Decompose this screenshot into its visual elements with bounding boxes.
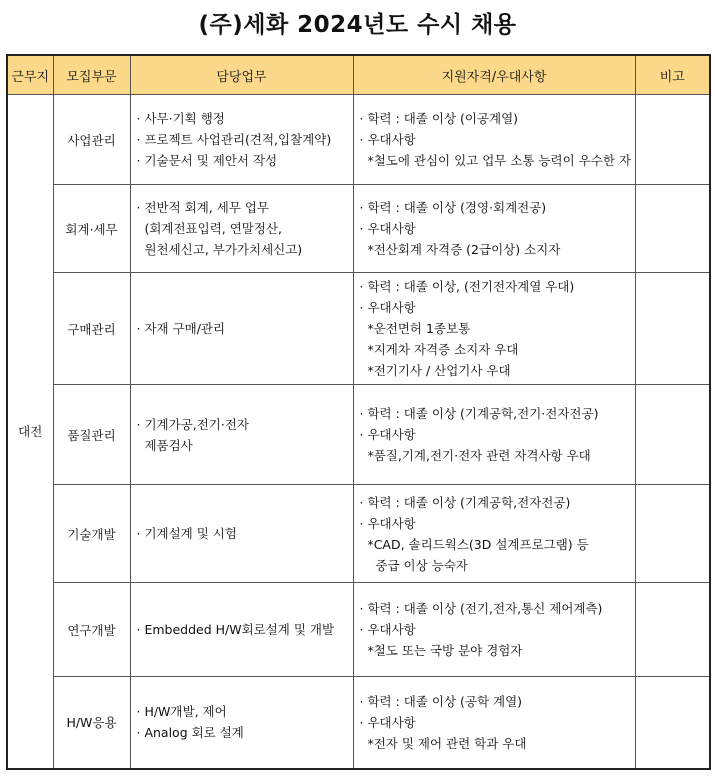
table-body <box>7 95 710 769</box>
qual-line: · 학력 : 대졸 이상 (기계공학,전기·전자전공) <box>359 406 599 421</box>
note-cell <box>635 95 710 185</box>
qual-line: · 우대사항 <box>359 515 416 531</box>
duty-cell <box>130 385 353 485</box>
qual-line: *운전면허 1종보통 <box>359 321 471 336</box>
duty-line: · Embedded H/W회로설계 및 개발 <box>136 622 335 637</box>
qual-cell <box>353 95 635 185</box>
qual-line: · 학력 : 대졸 이상 (전기,전자,통신 제어계측) <box>359 601 603 616</box>
qual-line: · 우대사항 <box>359 622 416 637</box>
header-dept: 모집부문 <box>53 55 130 95</box>
table-row <box>7 385 710 485</box>
dept-cell: H/W응용 <box>53 677 130 769</box>
table-row <box>7 185 710 273</box>
duty-cell <box>130 185 353 273</box>
header-qual: 지원자격/우대사항 <box>353 55 635 95</box>
qual-line: · 우대사항 <box>359 714 416 730</box>
duty-line: · Analog 회로 설계 <box>136 725 244 741</box>
qual-cell <box>353 185 635 273</box>
table-row <box>7 273 710 385</box>
location-cell: 대전 <box>7 95 53 769</box>
qual-line: · 학력 : 대졸 이상 (이공계열) <box>359 111 519 126</box>
note-cell <box>635 185 710 273</box>
duty-cell <box>130 485 353 583</box>
qual-line: *지게차 자격증 소지자 우대 <box>359 342 519 357</box>
qual-line: 중급 이상 능숙자 <box>359 557 468 573</box>
recruitment-table <box>6 54 711 770</box>
qual-line: *전산회계 자격증 (2급이상) 소지자 <box>359 242 561 257</box>
qual-line: *철도 또는 국방 분야 경험자 <box>359 643 523 658</box>
header-location: 근무지 <box>7 55 53 95</box>
table-row <box>7 95 710 185</box>
qual-line: · 학력 : 대졸 이상 (경영·회계전공) <box>359 200 547 215</box>
duty-cell <box>130 273 353 385</box>
dept-cell: 품질관리 <box>53 385 130 485</box>
note-cell <box>635 273 710 385</box>
table-row <box>7 485 710 583</box>
qual-line: *품질,기계,전기·전자 관련 자격사항 우대 <box>359 448 591 463</box>
header-duty: 담당업무 <box>130 55 353 95</box>
qual-cell <box>353 583 635 677</box>
qual-line: · 우대사항 <box>359 221 416 236</box>
qual-line: *CAD, 솔리드웍스(3D 설계프로그램) 등 <box>359 536 589 552</box>
duty-cell <box>130 95 353 185</box>
note-cell <box>635 385 710 485</box>
duty-line: · 사무·기획 행정 <box>136 111 225 126</box>
duty-line: · 전반적 회계, 세무 업무 <box>136 200 270 215</box>
dept-cell: 회계·세무 <box>53 185 130 273</box>
header-row <box>7 55 710 95</box>
duty-line: · 프로젝트 사업관리(견적,입찰계약) <box>136 132 332 147</box>
qual-line: · 우대사항 <box>359 300 416 315</box>
dept-cell: 구매관리 <box>53 273 130 385</box>
note-cell <box>635 677 710 769</box>
duty-line: · 자재 구매/관리 <box>136 321 226 336</box>
page-title: (주)세화 2024년도 수시 채용 <box>198 12 517 38</box>
duty-line: 원천세신고, 부가가치세신고) <box>136 242 303 257</box>
qual-line: *철도에 관심이 있고 업무 소통 능력이 우수한 자 <box>359 153 631 168</box>
duty-cell <box>130 677 353 769</box>
table-row <box>7 677 710 769</box>
note-cell <box>635 485 710 583</box>
dept-cell: 기술개발 <box>53 485 130 583</box>
qual-line: · 학력 : 대졸 이상 (기계공학,전자전공) <box>359 494 571 510</box>
qual-line: *전기기사 / 산업기사 우대 <box>359 363 511 378</box>
duty-line: · H/W개발, 제어 <box>136 704 227 720</box>
duty-line: 제품검사 <box>136 437 193 453</box>
header-note: 비고 <box>635 55 710 95</box>
duty-line: (회계전표입력, 연말정산, <box>136 221 282 236</box>
qual-line: · 학력 : 대졸 이상, (전기전자계열 우대) <box>359 279 575 294</box>
dept-cell: 연구개발 <box>53 583 130 677</box>
duty-line: · 기계가공,전기·전자 <box>136 416 249 432</box>
qual-line: · 우대사항 <box>359 132 416 147</box>
table-row <box>7 583 710 677</box>
note-cell <box>635 583 710 677</box>
duty-line: · 기술문서 및 제안서 작성 <box>136 153 278 168</box>
qual-line: · 우대사항 <box>359 427 416 442</box>
duty-line: · 기계설계 및 시험 <box>136 526 237 541</box>
dept-cell: 사업관리 <box>53 95 130 185</box>
qual-cell <box>353 485 635 583</box>
qual-cell <box>353 385 635 485</box>
duty-cell <box>130 583 353 677</box>
qual-cell <box>353 677 635 769</box>
qual-line: · 학력 : 대졸 이상 (공학 계열) <box>359 693 523 709</box>
qual-line: *전자 및 제어 관련 학과 우대 <box>359 735 527 751</box>
qual-cell <box>353 273 635 385</box>
